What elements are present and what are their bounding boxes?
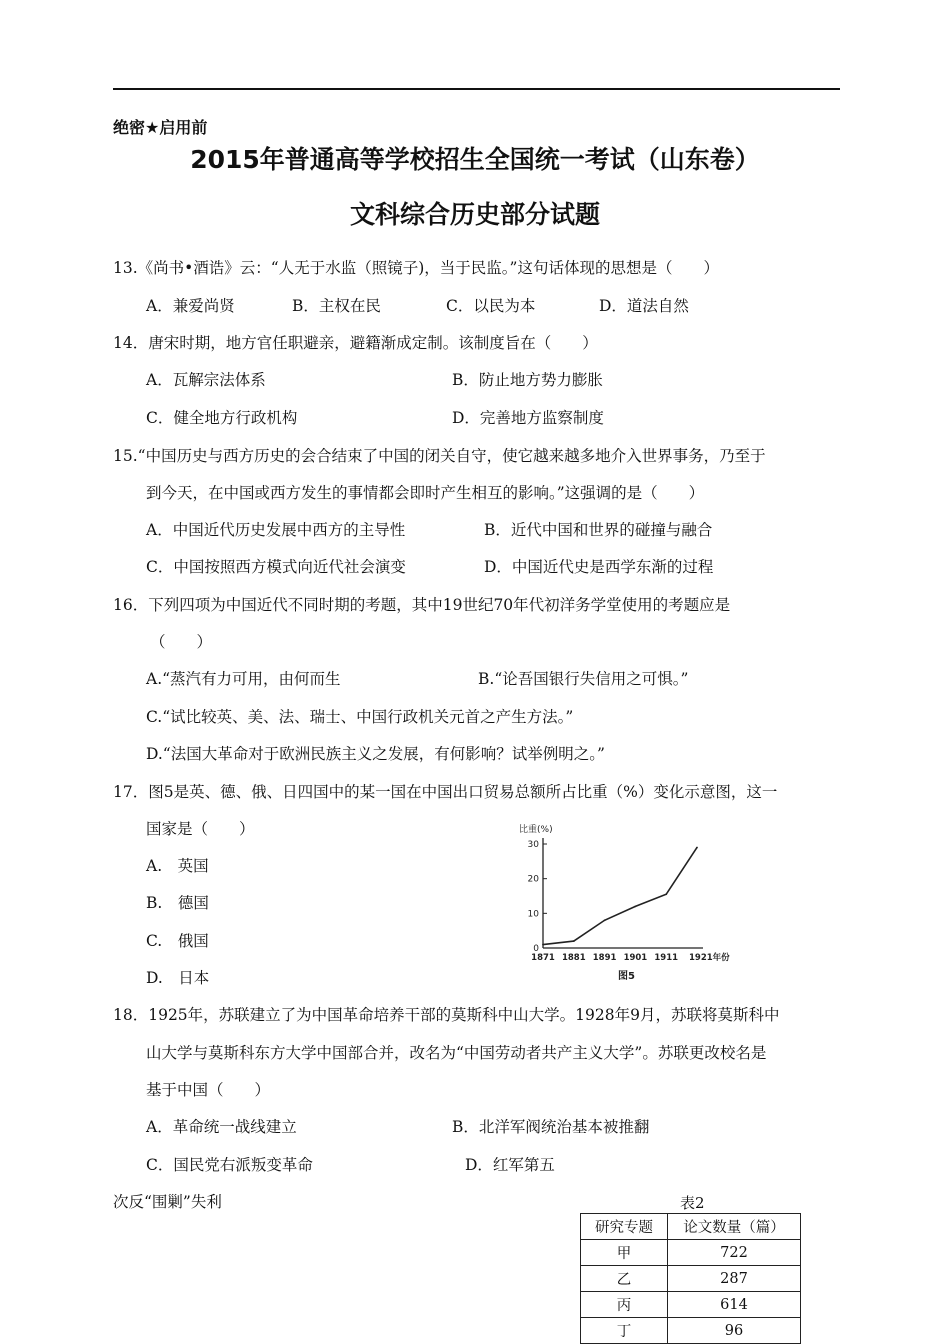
question-15-option-b: B．近代中国和世界的碰撞与融合 (484, 521, 713, 539)
question-17-option-b: B. 德国 (146, 894, 209, 912)
question-18-stem-line-1: 18．1925年，苏联建立了为中国革命培养干部的莫斯科中山大学。1928年9月，苏联将莫斯科中 (113, 1006, 780, 1024)
header-rule (113, 88, 840, 90)
chart-y-axis-label: 比重(%) (519, 825, 553, 835)
question-13-option-c: C．以民为本 (446, 297, 536, 315)
question-18-stem-line-2: 山大学与莫斯科东方大学中国部合并，改名为“中国劳动者共产主义大学”。苏联更改校名是 (146, 1044, 767, 1062)
table-2-caption: 表2 (680, 1194, 705, 1212)
question-14-stem: 14．唐宋时期，地方官任职避亲，避籍渐成定制。该制度旨在（ ） (113, 334, 598, 352)
table-row (581, 1266, 801, 1292)
question-17-option-a: A. 英国 (146, 857, 209, 875)
chart-x-tick-label: 1891 (592, 953, 617, 963)
question-16-stem-line-2: （ ） (150, 633, 213, 651)
question-15-option-d: D．中国近代史是西学东渐的过程 (484, 558, 714, 576)
table-cell-count: 722 (668, 1240, 801, 1266)
table-cell-topic: 丙 (581, 1292, 668, 1318)
question-16-stem-line-1: 16．下列四项为中国近代不同时期的考题，其中19世纪70年代初洋务学堂使用的考题应是 (113, 596, 731, 614)
chart-y-tick-label: 20 (527, 874, 539, 885)
table-row (581, 1292, 801, 1318)
chart-x-tick-label: 1911 (654, 953, 679, 963)
question-17-option-d: D. 日本 (146, 969, 210, 987)
question-18-option-c: C．国民党右派叛变革命 (146, 1156, 313, 1174)
table-cell-topic: 甲 (581, 1240, 668, 1266)
table-cell-count: 614 (668, 1292, 801, 1318)
question-18-option-a: A．革命统一战线建立 (146, 1118, 297, 1136)
question-17-stem-line-2: 国家是（ ） (146, 820, 255, 838)
chart-data-point (573, 940, 575, 942)
question-16-option-c: C.“试比较英、美、法、瑞士、中国行政机关元首之产生方法。” (146, 708, 574, 726)
figure-5-chart (505, 822, 745, 982)
chart-title: 图5 (618, 971, 635, 982)
exam-title: 2015年普通高等学校招生全国统一考试（山东卷） (190, 145, 760, 174)
question-14-option-d: D．完善地方监察制度 (452, 409, 604, 427)
question-17-stem-line-1: 17．图5是英、德、俄、日四国中的某一国在中国出口贸易总额所占比重（%）变化示意图，这一 (113, 783, 778, 801)
chart-x-tick-label: 1871 (531, 953, 555, 963)
chart-y-tick-label: 0 (533, 944, 539, 954)
question-18-option-b: B．北洋军阀统治基本被推翻 (452, 1118, 650, 1136)
question-13-stem: 13.《尚书•酒诰》云：“人无于水监（照镜子)，当于民监。”这句话体现的思想是（ ） (113, 259, 719, 277)
chart-data-point (604, 919, 606, 921)
question-13-option-d: D．道法自然 (599, 297, 689, 315)
chart-data-point (542, 944, 544, 946)
chart-data-point (665, 893, 667, 895)
question-14-option-a: A．瓦解宗法体系 (146, 371, 266, 389)
question-17-option-c: C. 俄国 (146, 932, 209, 950)
question-18-option-d-continued: 次反“围剿”失利 (113, 1193, 222, 1211)
chart-y-tick-label: 10 (527, 909, 539, 920)
question-13-option-a: A．兼爱尚贤 (146, 297, 235, 315)
chart-data-point (635, 906, 637, 908)
chart-y-tick-label: 30 (527, 840, 539, 850)
question-14-option-b: B．防止地方势力膨胀 (452, 371, 603, 389)
exam-subtitle: 文科综合历史部分试题 (349, 200, 600, 229)
question-13-option-b: B．主权在民 (292, 297, 381, 315)
question-16-option-d: D.“法国大革命对于欧洲民族主义之发展，有何影响？试举例明之。” (146, 745, 605, 763)
chart-series-line (543, 847, 697, 944)
chart-data-point (696, 847, 698, 849)
question-15-stem-line-1: 15.“中国历史与西方历史的会合结束了中国的闭关自守，使它越来越多地介入世界事务，乃至于 (113, 447, 766, 465)
question-18-stem-line-3: 基于中国（ ） (146, 1081, 271, 1099)
table-2 (580, 1213, 801, 1344)
confidential-label: 绝密★启用前 (113, 118, 208, 137)
question-15-option-a: A．中国近代历史发展中西方的主导性 (146, 521, 406, 539)
table-cell-count: 287 (668, 1266, 801, 1292)
question-16-option-a: A.“蒸汽有力可用，由何而生 (146, 670, 341, 688)
question-15-stem-line-2: 到今天，在中国或西方发生的事情都会即时产生相互的影响。”这强调的是（ ） (146, 484, 705, 502)
chart-x-tick-label: 1921年份 (689, 953, 730, 963)
question-18-option-d: D．红军第五 (465, 1156, 555, 1174)
table-row (581, 1318, 801, 1344)
chart-x-tick-label: 1901 (623, 953, 648, 963)
question-15-option-c: C．中国按照西方模式向近代社会演变 (146, 558, 406, 576)
table-header-count: 论文数量（篇） (668, 1214, 801, 1240)
table-header-topic: 研究专题 (581, 1214, 668, 1240)
table-cell-topic: 丁 (581, 1318, 668, 1344)
table-cell-count: 96 (668, 1318, 801, 1344)
question-16-option-b: B.“论吾国银行失信用之可惧。” (478, 670, 689, 688)
table-row (581, 1240, 801, 1266)
question-14-option-c: C．健全地方行政机构 (146, 409, 298, 427)
chart-x-tick-label: 1881 (561, 953, 586, 963)
table-cell-topic: 乙 (581, 1266, 668, 1292)
